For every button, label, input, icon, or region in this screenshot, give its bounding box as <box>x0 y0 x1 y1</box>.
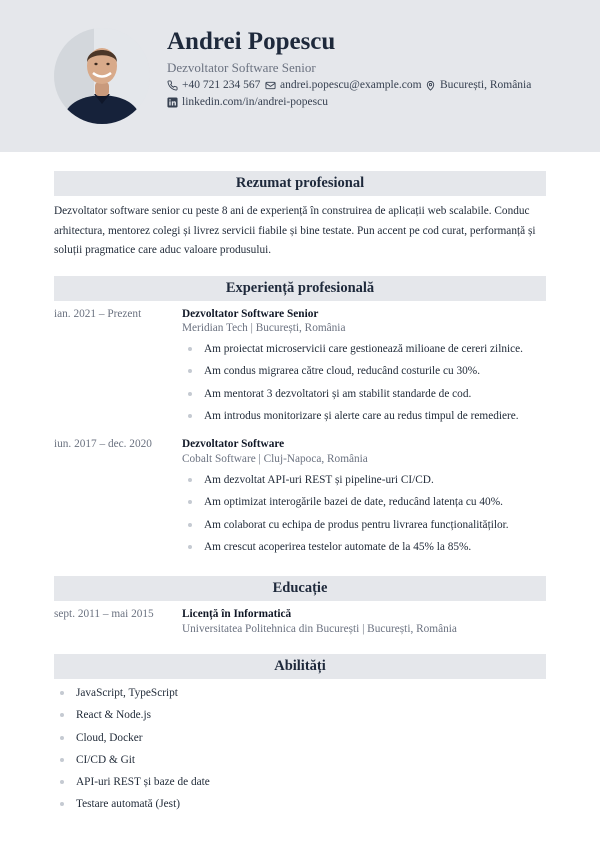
skills-heading: Abilități <box>54 654 546 679</box>
education-heading: Educație <box>54 576 546 601</box>
candidate-name: Andrei Popescu <box>167 28 336 55</box>
job-dates: iun. 2017 – dec. 2020 <box>54 438 152 450</box>
summary-heading: Rezumat profesional <box>54 171 546 196</box>
education-school: Universitatea Politehnica din București | București, România <box>182 623 457 635</box>
list-item: Am optimizat interogările bazei de date, reducând latența cu 40%. <box>182 495 546 517</box>
contact-location <box>425 79 531 91</box>
list-item: Am crescut acoperirea testelor automate de la 45% la 85%. <box>182 540 546 562</box>
education-dates: sept. 2011 – mai 2015 <box>54 608 154 620</box>
candidate-title: Dezvoltator Software Senior <box>167 60 316 75</box>
linkedin-icon <box>167 97 178 108</box>
job-title: Dezvoltator Software Senior <box>182 308 319 320</box>
list-item: React & Node.js <box>54 708 546 730</box>
job-achievements <box>182 473 546 562</box>
list-item: Am introdus monitorizare și alerte care au redus timpul de remediere. <box>182 409 546 431</box>
list-item: JavaScript, TypeScript <box>54 686 546 708</box>
list-item: Am proiectat microservicii care gestionează milioane de cereri zilnice. <box>182 342 546 364</box>
job-dates: ian. 2021 – Prezent <box>54 308 142 320</box>
list-item: Am colaborat cu echipa de produs pentru livrarea funcționalităților. <box>182 518 546 540</box>
job-achievements <box>182 342 546 431</box>
list-item: API-uri REST și baze de date <box>54 775 546 797</box>
job-title: Dezvoltator Software <box>182 438 285 450</box>
phone-icon <box>167 80 178 91</box>
list-item: Cloud, Docker <box>54 731 546 753</box>
skills-list <box>54 686 546 820</box>
resume-header <box>0 0 600 152</box>
location-pin-icon <box>425 80 436 91</box>
email-icon <box>265 80 276 91</box>
list-item: Testare automată (Jest) <box>54 797 546 819</box>
contact-phone <box>167 79 260 91</box>
contact-linkedin <box>167 96 328 108</box>
linkedin-text[interactable]: linkedin.com/in/andrei-popescu <box>182 96 328 108</box>
experience-heading: Experiență profesională <box>54 276 546 301</box>
profile-photo <box>54 28 150 124</box>
job-company: Meridian Tech | București, România <box>182 322 346 334</box>
summary-text: Dezvoltator software senior cu peste 8 ani de experiență în construirea de aplicații web scalabile. Conduc arhitectura, mentorez colegi și livrez servicii fiabile și bine testate. Pun accent pe cod curat, performanță și soluții pragmatice care aduc valoare produsului. <box>54 205 536 256</box>
list-item: Am mentorat 3 dezvoltatori și am stabilit standarde de cod. <box>182 387 546 409</box>
list-item: Am condus migrarea către cloud, reducând costurile cu 30%. <box>182 364 546 386</box>
location-text: București, România <box>440 79 532 91</box>
phone-text: +40 721 234 567 <box>182 79 261 91</box>
contact-email <box>265 79 422 91</box>
email-text[interactable]: andrei.popescu@example.com <box>280 79 422 91</box>
list-item: CI/CD & Git <box>54 753 546 775</box>
list-item: Am dezvoltat API-uri REST și pipeline-uri CI/CD. <box>182 473 546 495</box>
job-company: Cobalt Software | Cluj-Napoca, România <box>182 453 368 465</box>
education-degree: Licență în Informatică <box>182 608 292 620</box>
